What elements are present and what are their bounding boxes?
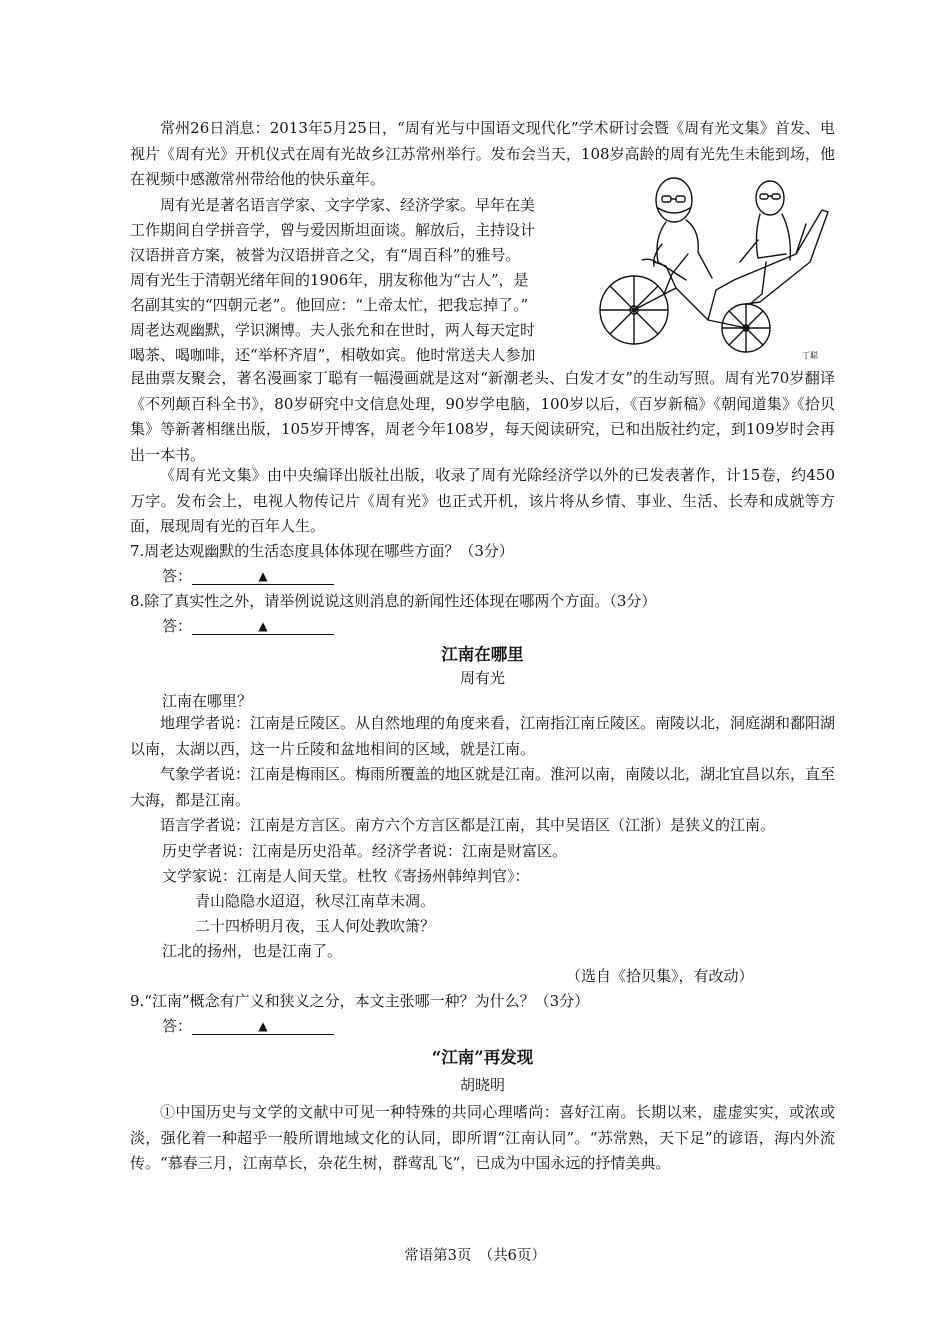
question-7: 7.周老达观幽默的生活态度具体体现在哪些方面？（3分） bbox=[130, 542, 514, 560]
news-p2-line-2: 工作期间自学拼音学，曾与爱因斯坦面谈。解放后，主持设计 bbox=[130, 221, 536, 239]
article-1-climate: 气象学者说：江南是梅雨区。梅雨所覆盖的地区就是江南。淮河以南，南陵以北，湖北宜昌以东，直至大海，都是江南。 bbox=[130, 765, 836, 809]
poem-line-2: 二十四桥明月夜，玉人何处教吹箫？ bbox=[195, 917, 436, 935]
news-paragraph-3: 《周有光文集》由中央编译出版社出版，收录了周有光除经济学以外的已发表著作，计15卷，约450万字。发布会上，电视人物传记片《周有光》也正式开机，该片将从乡情、事业、生活、长寿和成就等方面，展现周有光的百年人生。 bbox=[130, 466, 835, 535]
question-9: 9.“江南”概念有广义和狭义之分，本文主张哪一种？为什么？（3分） bbox=[130, 992, 590, 1010]
news-p2-line-6: 周老达观幽默，学识渊博。夫人张允和在世时，两人每天定时 bbox=[130, 321, 536, 339]
news-paragraph-2-rest: 昆曲票友聚会，著名漫画家丁聪有一幅漫画就是这对“新潮老头、白发才女”的生动写照。周有光70岁翻译《不列颠百科全书》，80岁研究中文信息处理，90岁学电脑，100岁以后，《百岁新稿》《朝闻道集》《拾贝集》等新著相继出版，105岁开博客，周老今年108岁，每天阅读研究，已和出版社约定，到109岁时会再出一本书。 bbox=[130, 369, 835, 464]
answer-blank-8[interactable] bbox=[192, 618, 334, 635]
article-1-line-1: 江南在哪里？ bbox=[162, 692, 253, 710]
cartoon-illustration bbox=[596, 170, 834, 362]
answer-marker: ▲ bbox=[258, 1019, 268, 1033]
cartoon-signature: 丁聪 bbox=[802, 351, 818, 360]
article-1-geography: 地理学者说：江南是丘陵区。从自然地理的角度来看，江南指江南丘陵区。南陵以北，洞庭湖和鄱阳湖以南，太湖以西，这一片丘陵和盆地相间的区域，就是江南。 bbox=[130, 714, 836, 758]
article-1-conclusion: 江北的扬州，也是江南了。 bbox=[162, 942, 343, 960]
article-1-history: 历史学者说：江南是历史沿革。经济学者说：江南是财富区。 bbox=[162, 842, 568, 860]
news-p2-line-1: 周有光是著名语言学家、文字学家、经济学家。早年在美 bbox=[160, 196, 536, 214]
answer-label: 答： bbox=[162, 617, 193, 635]
news-p2-line-3: 汉语拼音方案，被誉为汉语拼音之父，有“周百科”的雅号。 bbox=[130, 246, 521, 264]
answer-line-9[interactable] bbox=[162, 1017, 334, 1035]
article-1-author: 周有光 bbox=[459, 669, 505, 687]
question-8: 8.除了真实性之外，请举例说说这则消息的新闻性还体现在哪两个方面。（3分） bbox=[130, 592, 657, 610]
article-1-language: 语言学者说：江南是方言区。南方六个方言区都是江南，其中吴语区（江浙）是狭义的江南。 bbox=[160, 816, 776, 834]
news-paragraph-1: 常州26日消息：2013年5月25日，“周有光与中国语文现代化”学术研讨会暨《周有光文集》首发、电视片《周有光》开机仪式在周有光故乡江苏常州举行。发布会当天，108岁高龄的周有光先生未能到场，他在视频中感激常州带给他的快乐童年。 bbox=[130, 119, 835, 188]
answer-blank-7[interactable] bbox=[192, 568, 334, 585]
answer-blank-9[interactable] bbox=[192, 1018, 334, 1035]
page-footer: 常语第3页 （共6页） bbox=[404, 1248, 546, 1264]
answer-line-7[interactable] bbox=[162, 567, 334, 585]
answer-label: 答： bbox=[162, 1017, 193, 1035]
article-2-title: “江南”再发现 bbox=[431, 1048, 534, 1067]
answer-marker: ▲ bbox=[258, 619, 268, 633]
answer-line-8[interactable] bbox=[162, 617, 334, 635]
article-1-source: （选自《拾贝集》，有改动） bbox=[566, 967, 754, 985]
news-p2-line-5: 名副其实的“四朝元老”。他回应：“上帝太忙，把我忘掉了。” bbox=[130, 296, 529, 314]
article-2-paragraph-1: ①中国历史与文学的文献中可见一种特殊的共同心理嗜尚：喜好江南。长期以来，虚虚实实，或浓或淡，强化着一种超乎一般所谓地域文化的认同，即所谓“江南认同”。“苏常熟，天下足”的谚语，海内外流传。“慕春三月，江南草长，杂花生树，群莺乱飞”，已成为中国永远的抒情美典。 bbox=[130, 1103, 835, 1172]
answer-marker: ▲ bbox=[258, 569, 268, 583]
answer-label: 答： bbox=[162, 567, 193, 585]
news-p2-line-7: 喝茶、喝咖啡，还“举杯齐眉”，相敬如宾。他时常送夫人参加 bbox=[130, 346, 536, 364]
article-1-literature: 文学家说：江南是人间天堂。杜牧《寄扬州韩绰判官》： bbox=[162, 867, 530, 885]
article-1-title: 江南在哪里 bbox=[441, 645, 524, 664]
article-2-author: 胡晓明 bbox=[459, 1076, 505, 1094]
poem-line-1: 青山隐隐水迢迢，秋尽江南草未凋。 bbox=[195, 892, 436, 910]
news-p2-line-4: 周有光生于清朝光绪年间的1906年，朋友称他为“古人”，是 bbox=[130, 271, 529, 289]
